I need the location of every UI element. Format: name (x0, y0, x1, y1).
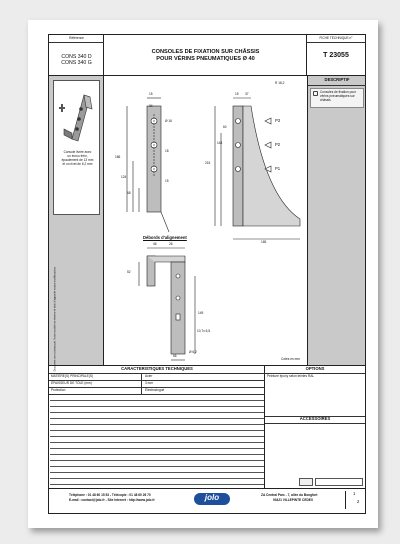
footer (49, 488, 365, 513)
reference-value-d: CONS 340 D (61, 54, 92, 60)
descriptif-text-3: châssis (320, 98, 331, 102)
reference-value-g: CONS 340 G (61, 60, 92, 66)
dim-16-diam: Ø 16 (165, 119, 172, 123)
page-title-line2: POUR VÉRINS PNEUMATIQUES Ø 40 (156, 56, 255, 62)
dim-60: 60 (223, 125, 227, 129)
brand-logo (194, 493, 230, 505)
page-number: 1 (353, 491, 356, 496)
options-title: OPTIONS (305, 366, 325, 371)
dim-37: 37 (245, 92, 249, 96)
dim-18: 18 (165, 149, 169, 153)
sheet-number-label: FICHE TECHNIQUE n° (319, 36, 353, 40)
thumbnail-caption-2: un écrou frein, (67, 154, 88, 158)
certification-mark (299, 478, 313, 486)
sheet-number: T 23055 (323, 52, 349, 59)
descriptif-title: DESCRIPTIF (324, 77, 350, 82)
options-text: Peinture époxy selon teintes RAL (267, 374, 315, 378)
char-label-thickness: ÉPAISSEUR DE TÔLE (mm) (51, 381, 92, 385)
footer-address-1: ZA Central Parc - 7, allée du Bongfort (261, 493, 318, 497)
characteristics-table (49, 365, 265, 488)
char-label-material: MATIÈRE(S) PRINCIPALE(S) (51, 374, 94, 378)
descriptif-box (310, 88, 364, 108)
char-value-thickness: 3 mm (145, 381, 153, 385)
dim-62-diam: Ø 6,2 (189, 350, 197, 354)
dim-68: 68 (127, 191, 131, 195)
position-p2: P2 (275, 142, 281, 147)
footer-contact-2: E-mail : contact@jolo.fr - Site internet : http://www.jolo.fr (69, 498, 155, 502)
descriptif-text-2: vérins pneumatiques sur (320, 94, 355, 98)
side-view-plate (233, 106, 243, 226)
dim-52: 52 (127, 270, 131, 274)
characteristics-title: CARACTERISTIQUES TECHNIQUES (121, 366, 193, 371)
info-icon (313, 91, 318, 96)
side-note: Document non contractuel. Notre société se réserve le droit d'apporter toutes modifications. (53, 266, 57, 372)
thumbnail-caption-3: épaulement de 13 mm (61, 158, 94, 162)
char-value-protection: Électrozingué (145, 388, 165, 392)
title-box (104, 35, 307, 76)
dim-165: 165 (261, 240, 267, 244)
document-sheet (28, 20, 378, 528)
footer-address-2: 93421 VILLEPINTE CEDEX (273, 498, 314, 502)
accessories-title: ACCESSOIRES (299, 416, 331, 421)
thumbnail-caption-1: Console livrée avec (63, 150, 92, 154)
dim-26: 26 (169, 242, 173, 246)
char-value-material: Acier (145, 374, 153, 378)
options-panel (265, 365, 365, 488)
page-counter (345, 491, 363, 509)
dim-slot: 10,7x 6,5 (197, 329, 211, 333)
page-title-line1: CONSOLES DE FIXATION SUR CHÂSSIS (151, 49, 260, 55)
dim-34: 34 (149, 104, 153, 108)
units-note: Cotes en mm (281, 357, 300, 361)
product-thumbnail (53, 80, 100, 215)
sheet-number-box (307, 35, 365, 76)
position-p1: P1 (275, 166, 281, 171)
position-p3: P3 (275, 118, 281, 123)
certification-box (315, 478, 363, 486)
dim-149: 149 (198, 311, 204, 315)
reference-label: Référence (69, 36, 84, 40)
console-photo-icon (54, 87, 101, 147)
char-label-protection: Protection (51, 388, 66, 392)
thumbnail-caption-4: et un rivet de 6,2 mm (62, 162, 93, 166)
dim-66: 66 (173, 354, 177, 358)
dim-radius: R 18,2 (275, 81, 285, 85)
technical-sheet-frame (48, 34, 366, 514)
dim-15-c: 15 (235, 92, 239, 96)
dim-15-b: 15 (165, 179, 169, 183)
dim-15-a: 15 (149, 92, 153, 96)
dim-124: 124 (121, 175, 127, 179)
dim-215: 215 (205, 161, 211, 165)
reference-box (49, 35, 104, 76)
descriptif-text-1: Consoles de fixation pour (320, 90, 356, 94)
descriptif-column (307, 76, 365, 365)
dim-143: 143 (217, 141, 223, 145)
page-total: 2 (357, 499, 360, 504)
dim-46: 46 (153, 242, 157, 246)
brand-logo-text: jolo (204, 493, 220, 502)
dim-186: 186 (115, 155, 121, 159)
header (49, 35, 365, 76)
technical-drawing (105, 76, 307, 365)
rivet-label: Débords d'alignement (143, 235, 187, 240)
footer-contact-1: Téléphone : 01 48 60 15 53 - Télécopie : 01 48 60 26 70 (69, 493, 151, 497)
